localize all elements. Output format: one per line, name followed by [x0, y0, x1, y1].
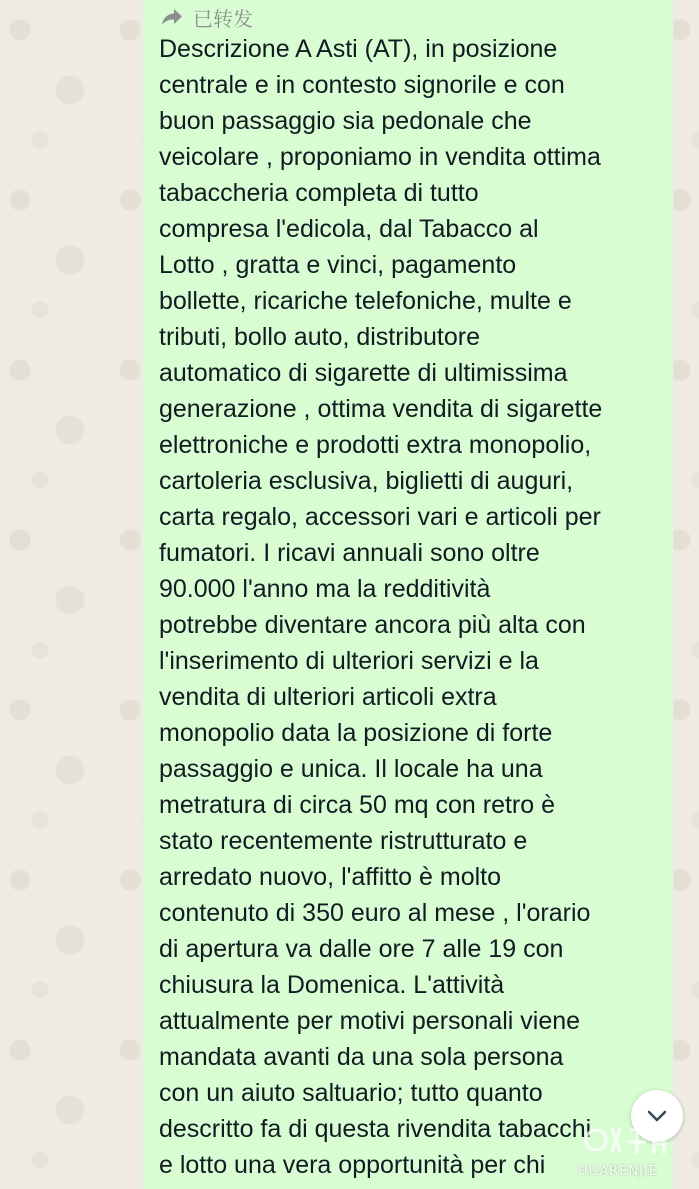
watermark-text: HUARENJIE — [578, 1164, 659, 1179]
message-bubble[interactable] — [143, 0, 673, 1189]
forwarded-label: 已转发 — [193, 6, 253, 31]
message-text: Descrizione A Asti (AT), in posizione centrale e in contesto signorile e con buon passaggio sia pedonale che veicolare , proponiamo in vendita ottima tabaccheria completa di tutto compresa l'edicola, dal Tabacco al Lotto , gratta e vinci, pagamento bollette, ricariche telefoniche, multe e tributi, bollo auto, distributore automatico di sigarette di ultimissima generazione , ottima vendita di sigarette elettroniche e prodotti extra monopolio, cartoleria esclusiva, biglietti di auguri, carta regalo, accessori vari e articoli per fumatori. I ricavi annuali sono oltre 90.000 l'anno ma la redditività potrebbe diventare ancora più alta con l'inserimento di ulteriori servizi e la vendita di ulteriori articoli extra monopolio data la posizione di forte passaggio e unica. Il locale ha una metratura di circa 50 mq con retro è stato recentemente ristrutturato e arredato nuovo, l'affitto è molto contenuto di 350 euro al mese , l'orario di apertura va dalle ore 7 alle 19 con chiusura la Domenica. L'attività attualmente per motivi personali viene mandata avanti da una sola persona con un aiuto saltuario; tutto quanto descritto fa di questa rivendita tabacchi e lotto una vera opportunità per chi — [159, 35, 603, 1179]
forward-arrow-icon — [161, 8, 183, 26]
watermark-emblem-icon — [560, 1120, 690, 1164]
watermark-logo — [560, 1120, 690, 1182]
forwarded-indicator — [161, 4, 253, 30]
